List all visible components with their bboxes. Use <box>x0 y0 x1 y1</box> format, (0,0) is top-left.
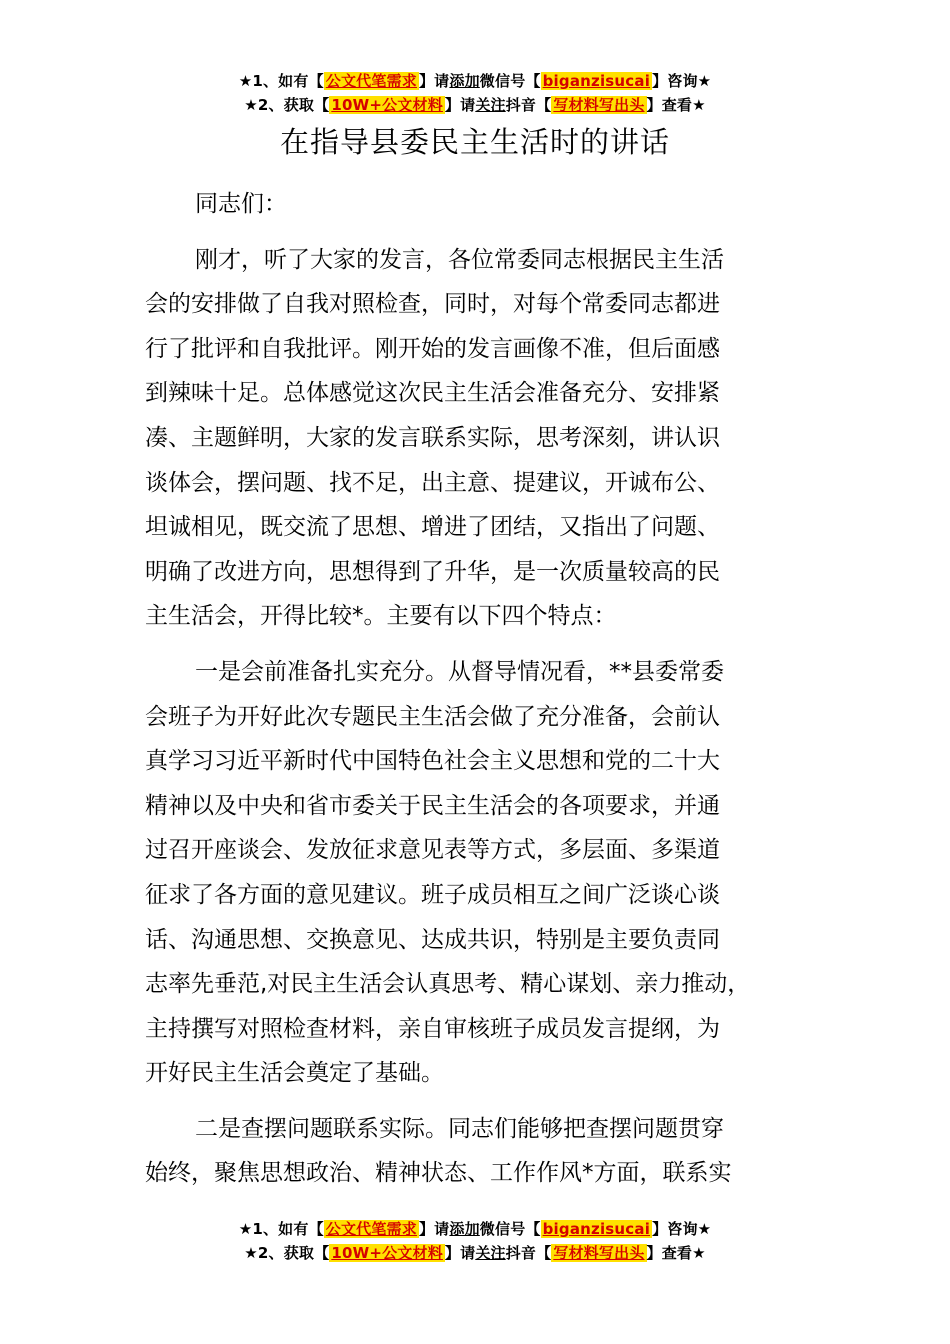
document-body <box>145 182 825 1196</box>
banner-line-1 <box>0 1217 950 1241</box>
text-line: 会班子为开好此次专题民主生活会做了充分准备，会前认 <box>145 703 720 730</box>
banner-line-2 <box>0 1241 950 1265</box>
banner-text: 】咨询★ <box>652 1220 712 1238</box>
banner-text: ★2、获取【 <box>244 96 330 114</box>
banner-text: ★1、如有【 <box>238 1220 324 1238</box>
banner-text: 】请 <box>418 1220 450 1238</box>
text-line: 谈体会，摆问题、找不足，出主意、提建议，开诚布公、 <box>145 469 720 496</box>
banner-highlight: 10W+公文材料 <box>331 1244 443 1262</box>
text-line: 一是会前准备扎实充分。从督导情况看，**县委常委 <box>195 658 724 685</box>
douyin-id-highlight: 写材料写出头 <box>553 96 645 114</box>
banner-line-1 <box>0 69 950 93</box>
text-line: 明确了改进方向，思想得到了升华，是一次质量较高的民 <box>145 558 720 585</box>
banner-text: 】查看★ <box>646 1244 706 1262</box>
banner-underlined-text: 关注 <box>475 1244 506 1262</box>
banner-text: ★1、如有【 <box>238 72 324 90</box>
text-line: 始终，聚焦思想政治、精神状态、工作作风*方面，联系实 <box>145 1160 732 1187</box>
banner-text: 抖音【 <box>505 1244 552 1262</box>
page-title: 在指导县委民主生活时的讲话 <box>279 125 670 159</box>
text-line: 到辣味十足。总体感觉这次民主生活会准备充分、安排紧 <box>145 380 720 407</box>
banner-highlight: 公文代笔需求 <box>325 1220 417 1238</box>
footer-banner <box>0 1217 950 1265</box>
text-line: 行了批评和自我批评。刚开始的发言画像不准，但后面感 <box>145 335 720 362</box>
banner-line-2 <box>0 93 950 117</box>
text-line: 志率先垂范,对民主生活会认真思考、精心谋划、亲力推动， <box>145 971 751 998</box>
banner-highlight: 公文代笔需求 <box>325 72 417 90</box>
text-line: 刚才，听了大家的发言，各位常委同志根据民主生活 <box>195 246 724 273</box>
banner-underlined-text: 关注 <box>475 96 506 114</box>
banner-text: ★2、获取【 <box>244 1244 330 1262</box>
paragraph-3 <box>145 1107 825 1196</box>
wechat-id-highlight: biganzisucai <box>542 72 651 90</box>
banner-underlined-text: 添加 <box>449 1220 480 1238</box>
banner-text: 】查看★ <box>646 96 706 114</box>
text-line: 会的安排做了自我对照检查，同时，对每个常委同志都进 <box>145 291 720 318</box>
banner-text: 微信号【 <box>479 72 541 90</box>
text-line: 精神以及中央和省市委关于民主生活会的各项要求，并通 <box>145 792 720 819</box>
greeting: 同志们： <box>195 191 287 217</box>
banner-underlined-text: 添加 <box>449 72 480 90</box>
banner-text: 微信号【 <box>479 1220 541 1238</box>
banner-highlight: 10W+公文材料 <box>331 96 443 114</box>
banner-text: 抖音【 <box>505 96 552 114</box>
header-banner <box>0 69 950 117</box>
paragraph-2 <box>145 650 825 1096</box>
text-line: 主生活会，开得比较*。主要有以下四个特点： <box>145 603 617 630</box>
wechat-id-highlight: biganzisucai <box>542 1220 651 1238</box>
text-line: 凑、主题鲜明，大家的发言联系实际，思考深刻，讲认识 <box>145 424 720 451</box>
text-line: 征求了各方面的意见建议。班子成员相互之间广泛谈心谈 <box>145 881 720 908</box>
text-line: 二是查摆问题联系实际。同志们能够把查摆问题贯穿 <box>195 1115 724 1142</box>
banner-text: 】请 <box>444 96 476 114</box>
text-line: 开好民主生活会奠定了基础。 <box>145 1060 444 1087</box>
text-line: 话、沟通思想、交换意见、达成共识，特别是主要负责同 <box>145 926 720 953</box>
paragraph-1 <box>145 238 825 639</box>
banner-text: 】咨询★ <box>652 72 712 90</box>
text-line: 真学习习近平新时代中国特色社会主义思想和党的二十大 <box>145 748 720 775</box>
text-line: 过召开座谈会、发放征求意见表等方式，多层面、多渠道 <box>145 837 720 864</box>
banner-text: 】请 <box>444 1244 476 1262</box>
text-line: 坦诚相见，既交流了思想、增进了团结，又指出了问题、 <box>145 514 720 541</box>
douyin-id-highlight: 写材料写出头 <box>553 1244 645 1262</box>
text-line: 主持撰写对照检查材料，亲自审核班子成员发言提纲，为 <box>145 1015 720 1042</box>
banner-text: 】请 <box>418 72 450 90</box>
